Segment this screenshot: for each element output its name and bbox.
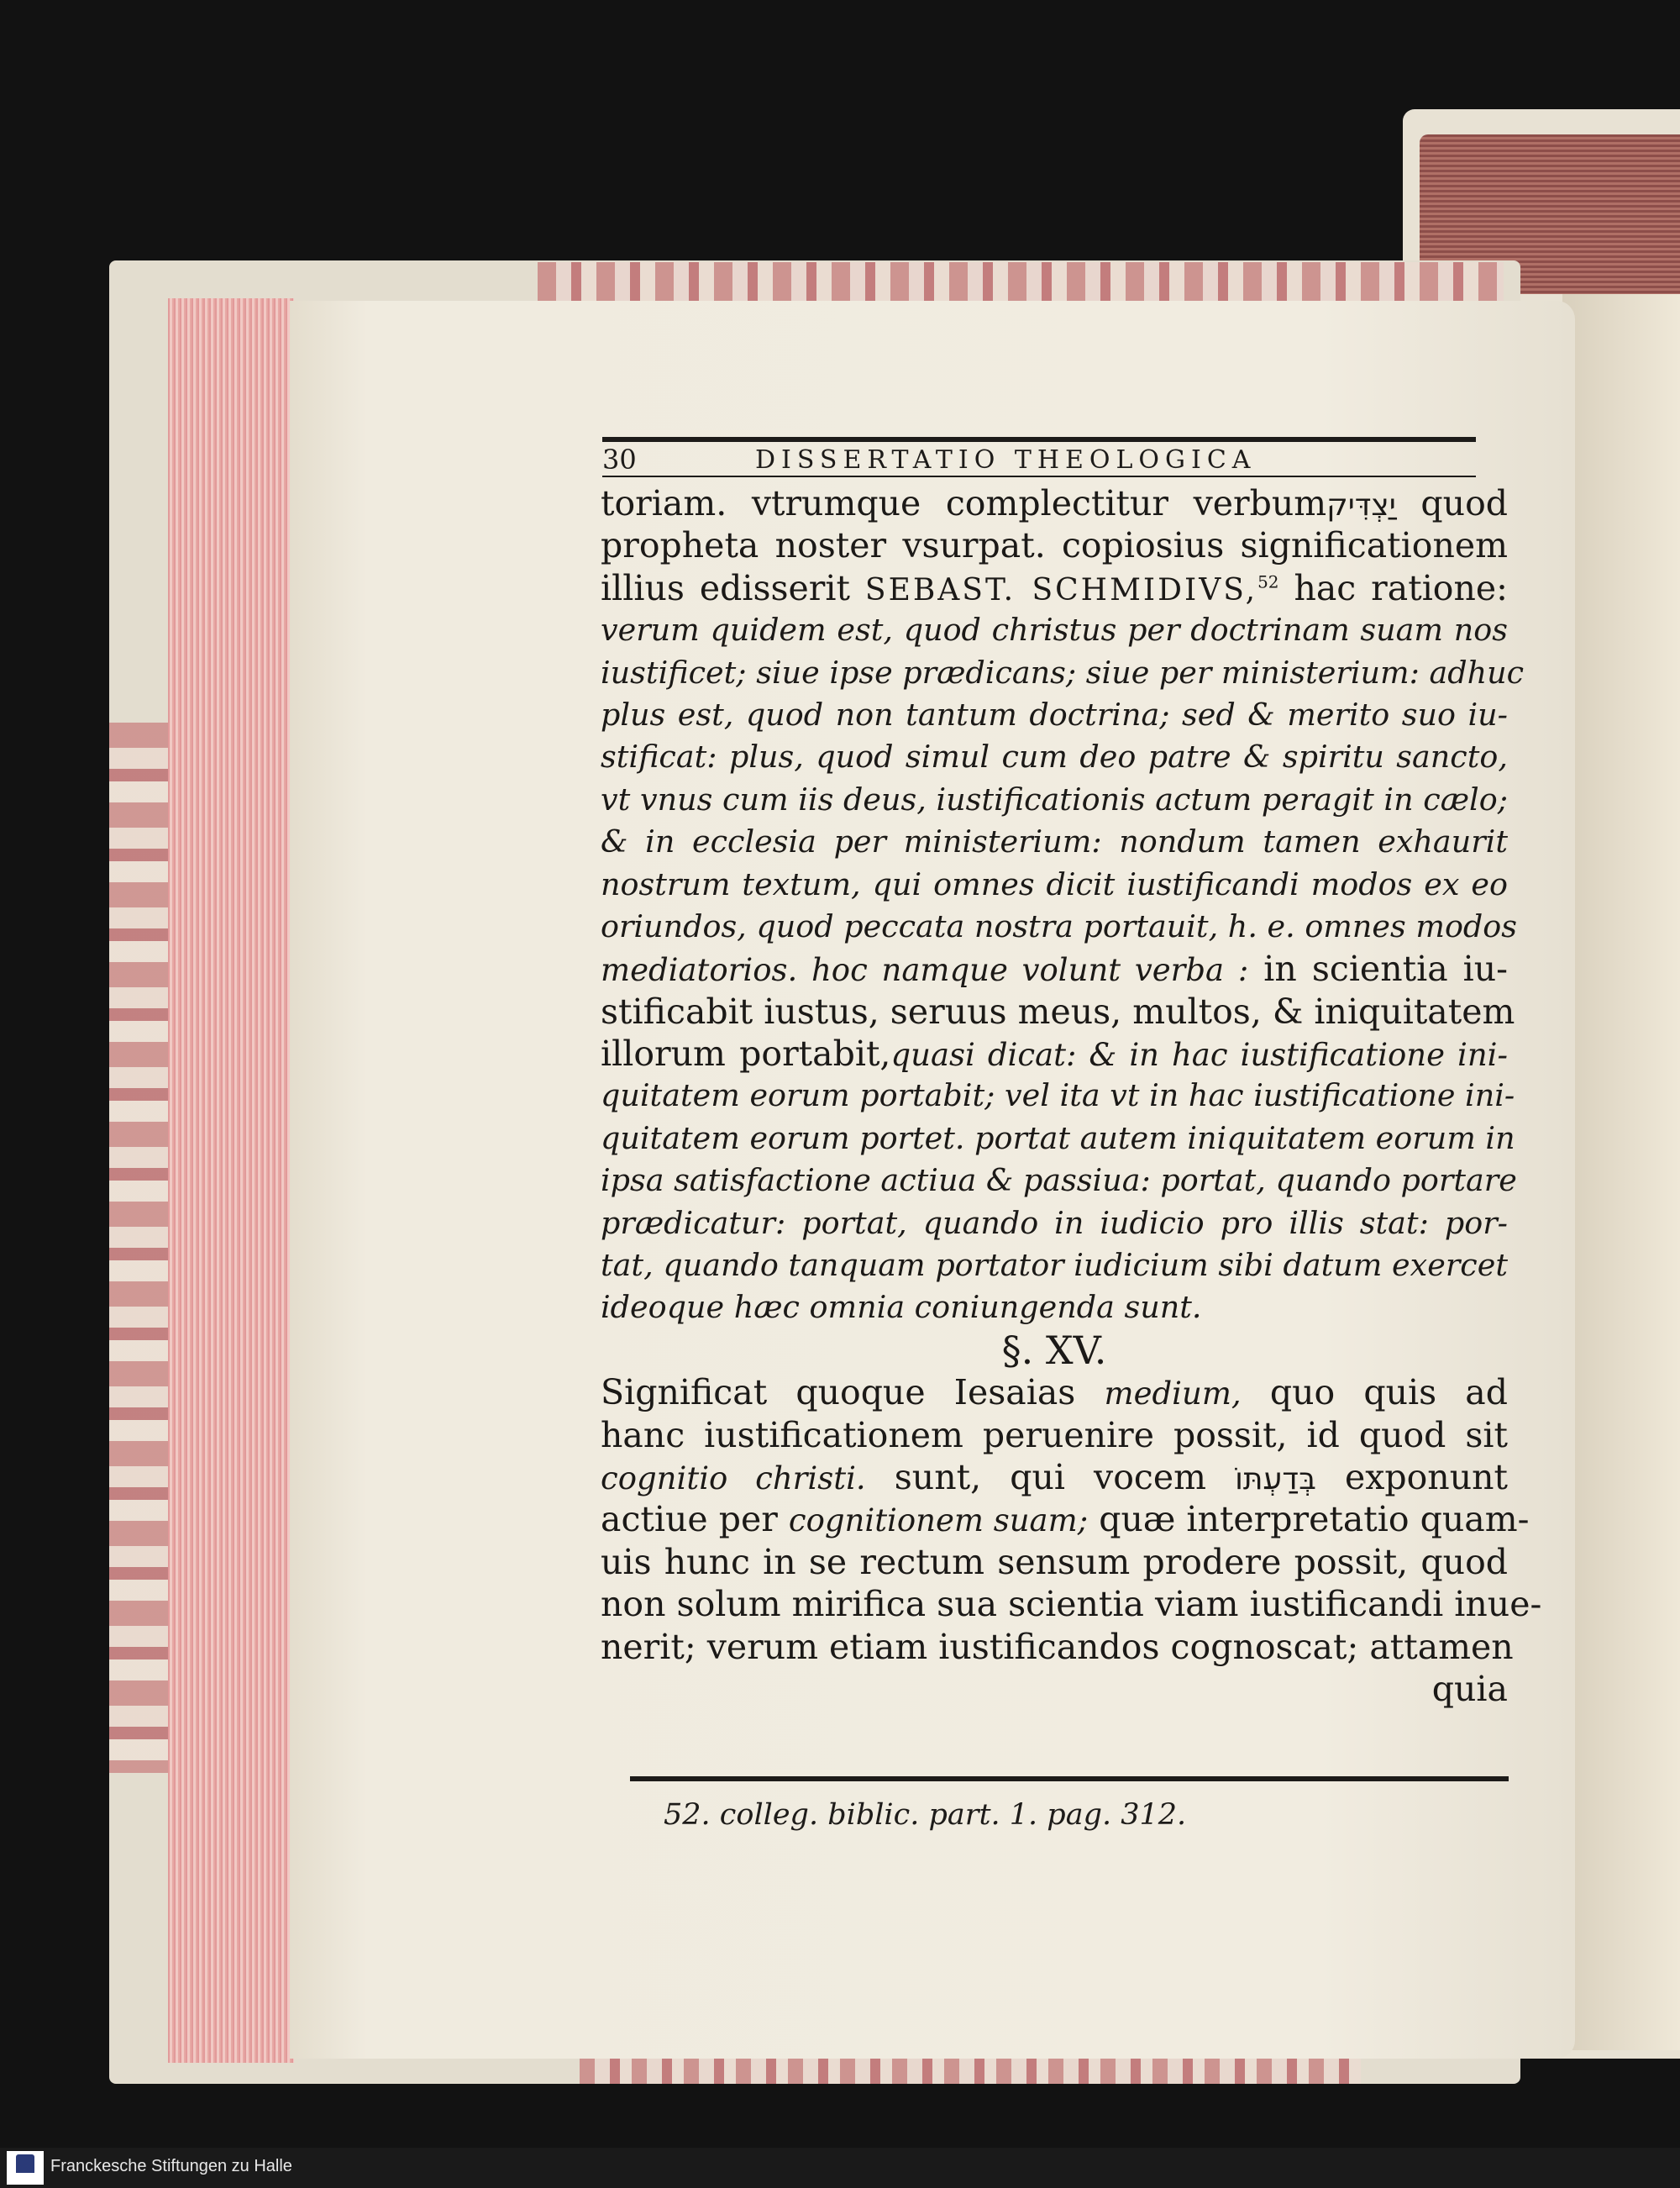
text-line [601,906,1518,948]
line-text: uis hunc in se rectum sensum prodere possit, quod [601,1541,1508,1582]
cover-pattern [109,723,168,1773]
line-text: prædicatur: portat, quando in iudicio pro illis stat: por- [601,1204,1508,1241]
text-line [601,1541,1508,1583]
text-line [601,821,1508,863]
adjacent-book-page [1562,294,1680,2050]
footnote-marker: 52 [1257,571,1279,592]
cover-pattern [538,262,1504,302]
text-body [601,482,1542,1710]
text-line [601,1286,1508,1328]
text-line [601,779,1508,821]
institution-logo-mark [16,2154,34,2173]
text-line [601,1668,1508,1710]
line-text: sunt, qui vocem [865,1456,1236,1497]
text-line [601,1583,1542,1625]
line-text: Significat quoque Iesaias [601,1372,1105,1413]
text-line [601,1033,1508,1075]
line-text: plus est, quod non tantum doctrina; sed & merito suo iu- [601,696,1508,733]
line-text: nostrum textum, qui omnes dicit iustificandi modos ex eo [601,865,1508,902]
text-line [601,1371,1508,1413]
text-line [601,1244,1508,1286]
text-line [601,736,1508,778]
running-title: DISSERTATIO THEOLOGICA [755,445,1257,475]
line-text: vt vnus cum iis deus, iustificationis actum peragit in cælo; [601,781,1508,818]
section-heading [601,1329,1508,1371]
line-text: quo quis ad [1241,1372,1508,1413]
text-line [601,524,1508,566]
italic-text: mediatorios. hoc namque volunt verba : [601,952,1249,989]
text-line [601,1414,1508,1456]
line-text: actiue per [601,1499,789,1540]
header-rule [602,476,1476,477]
line-text: quæ interpretatio quam- [1088,1499,1530,1540]
line-text: nerit; verum etiam iustificandos cognoscat; attamen [601,1626,1514,1667]
text-line [601,694,1508,736]
text-line [601,1456,1508,1498]
line-text: oriundos, quod peccata nostra portauit, h. e. omnes modos [601,907,1518,944]
author-name: SEBAST. SCHMIDIVS, [864,572,1258,607]
italic-text: medium, [1104,1375,1242,1412]
line-text: exponunt [1315,1456,1508,1497]
footnote: 52. colleg. biblic. part. 1. pag. 312. [664,1798,1187,1832]
line-text: iustificet; siue ipse prædicans; siue per ministerium: adhuc [601,654,1525,691]
text-line [601,609,1508,651]
text-line [601,567,1508,609]
line-text: illius edisserit [601,567,865,608]
italic-text: cognitionem suam; [788,1502,1089,1539]
italic-text: cognitio christi. [601,1460,866,1496]
source-label: Franckesche Stiftungen zu Halle [50,2157,292,2175]
line-text: quitatem eorum portet. portat autem iniquitatem eorum in [601,1119,1515,1156]
line-text: toriam. vtrumque complectitur verbum [601,483,1327,523]
hebrew-word: יַצְדִּיק [1326,488,1396,523]
text-line [601,1626,1514,1668]
line-text: & in ecclesia per ministerium: nondum tamen exhaurit [601,823,1508,860]
line-text: propheta noster vsurpat. copiosius significationem [601,525,1508,566]
line-text: ideoque hæc omnia coniungenda sunt. [601,1289,1202,1326]
text-line [601,864,1508,906]
line-text: quitatem eorum portabit; vel ita vt in hac iustificatione ini- [601,1077,1515,1114]
line-text: stificat: plus, quod simul cum deo patre & spiritu sancto, [601,739,1508,776]
footnote-rule [630,1776,1509,1781]
text-line [601,1160,1517,1202]
text-line [601,1202,1508,1244]
line-text: verum quidem est, quod christus per doctrinam suam nos [601,612,1508,649]
text-line [601,482,1508,524]
page-number: 30 [602,444,637,476]
text-line [601,991,1515,1033]
hebrew-word: בְּדַעְתּוֹ [1235,1461,1316,1496]
line-text: in scientia iu- [1248,949,1508,990]
line-text: quod [1395,483,1508,523]
line-text: ipsa satisfactione actiua & passiua: portat, quando portare [601,1162,1517,1199]
text-line [601,1075,1515,1117]
line-text: stificabit iustus, seruus meus, multos, & iniquitatem [601,991,1515,1032]
italic-text: quasi dicat: & in hac iustificatione ini- [890,1037,1508,1074]
line-text: quia [1431,1668,1508,1709]
line-text: hanc iustificationem peruenire possit, id quod sit [601,1414,1508,1455]
page-stack-edge [168,298,294,2063]
line-text: tat, quando tanquam portator iudicium sibi datum exercet [601,1247,1508,1284]
line-text: hac ratione: [1278,567,1508,608]
text-line [601,948,1508,990]
text-line [601,652,1525,694]
line-text: §. XV. [1001,1327,1107,1373]
line-text: illorum portabit, [601,1034,891,1075]
line-text: non solum mirifica sua scientia viam iustificandi inue- [601,1584,1542,1625]
text-line [601,1118,1515,1160]
text-line [601,1498,1530,1540]
